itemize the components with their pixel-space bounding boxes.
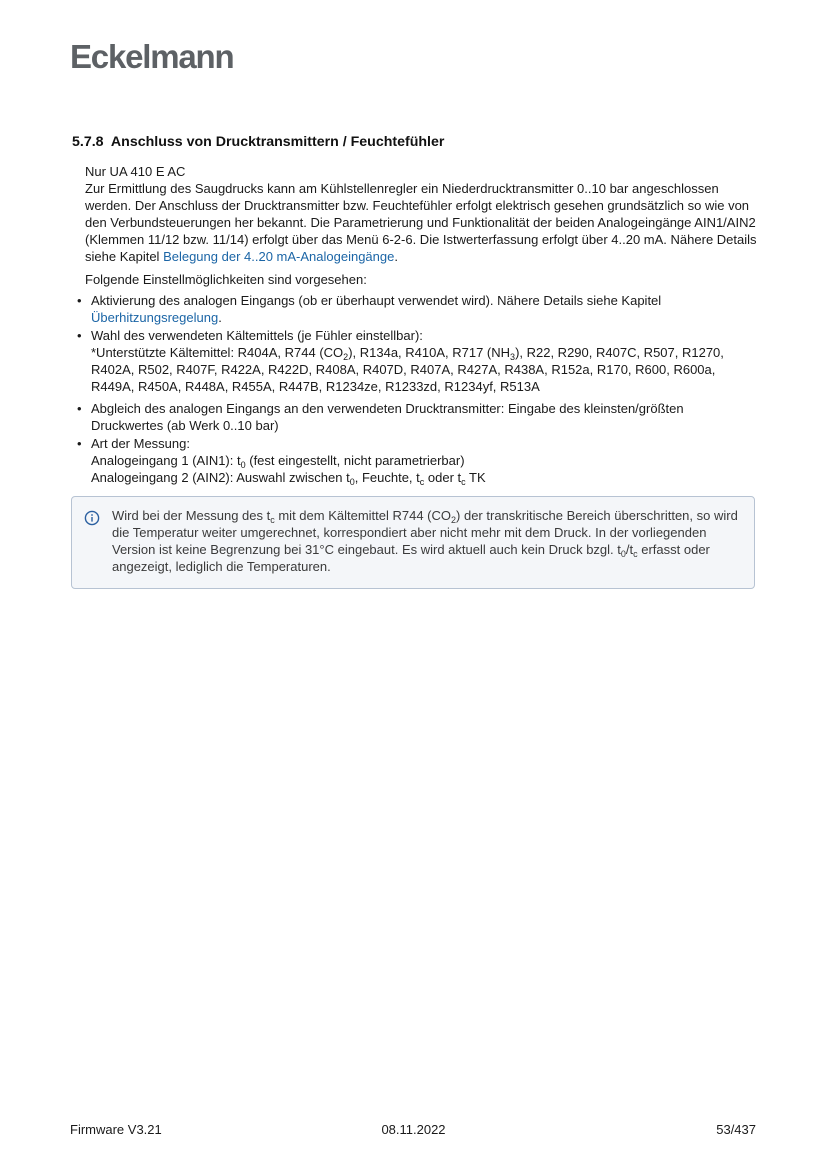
bullet2-text: Wahl des verwendeten Kältemittels (je Fühler einstellbar):	[91, 328, 423, 343]
intro-paragraph	[85, 163, 757, 265]
ain1-line: Analogeingang 1 (AIN1): $t_0$ (fest eingestellt, nicht parametrierbar)	[91, 453, 465, 470]
section-number: 5.7.8	[72, 134, 104, 150]
intro-text-end: .	[394, 249, 398, 264]
section-title: Anschluss von Drucktransmittern / Feuchtefühler	[110, 134, 445, 150]
list-item	[85, 400, 757, 434]
link-analog-inputs[interactable]: Belegung der 4..20 mA-Analogeingänge	[163, 249, 395, 264]
intro-line1: Nur UA 410 E AC	[85, 164, 186, 179]
main-content	[72, 133, 757, 589]
footer-date: 08.11.2022	[381, 1122, 446, 1137]
note-text: Wird bei der Messung des $t_c$ mit dem Kältemittel R744 $(CO_2)$ der transkritische Bereich überschritten, so wird die Temperatur weiter umgerechnet, korrespondiert aber nicht mehr mit dem Druck. In der vorliegenden Version ist keine Begrenzung bei 31°C eingebaut. Es wird aktuell auch kein Druck bzgl. $t_0/t_c$ erfasst oder angezeigt, lediglich die Temperaturen.	[112, 508, 738, 574]
ain2-line: Analogeingang 2 (AIN2): Auswahl zwischen $t_0$, Feuchte, $t_c$ oder $t_c$ TK	[91, 470, 486, 487]
footer-page-number: 53/437	[716, 1122, 756, 1137]
list-item	[85, 292, 757, 326]
list-item	[85, 435, 757, 486]
options-list	[85, 292, 757, 486]
bullet3-text: Abgleich des analogen Eingangs an den verwendeten Drucktransmitter: Eingabe des kleinsten/größten Druckwertes (ab Werk 0..10 bar)	[91, 401, 684, 433]
section-heading	[72, 133, 757, 151]
footer-firmware: Firmware V3.21	[70, 1122, 162, 1137]
bullet1-text: Aktivierung des analogen Eingangs (ob er überhaupt verwendet wird). Nähere Details siehe Kapitel	[91, 293, 662, 308]
options-intro: Folgende Einstellmöglichkeiten sind vorgesehen:	[85, 272, 367, 287]
info-note-box	[71, 496, 755, 589]
link-superheat-control[interactable]: Überhitzungsregelung	[91, 310, 219, 325]
info-circle-icon	[84, 510, 100, 526]
refrigerant-list: *Unterstützte Kältemittel: R404A, R744 $(CO_2)$, R134a, R410A, R717 $(NH_3)$, R22, R290, R407C, R507, R1270, R402A, R502, R407F, R422A, R422D, R408A, R407D, R407A, R427A, R438A, R152a, R170, R600, R600a, R449A, R450A, R448A, R455A, R447B, R1234ze, R1233zd, R1234yf, R513A	[91, 345, 724, 394]
bullet4-text: Art der Messung:	[91, 436, 190, 451]
bullet1-end: .	[218, 310, 222, 325]
intro-text: Zur Ermittlung des Saugdrucks kann am Kühlstellenregler ein Niederdrucktransmitter 0..10 bar angeschlossen werden. Der Anschluss der Drucktransmitter bzw. Feuchtefühler erfolgt elektrisch gesehen grundsätzlich so wie von den Verbundsteuerungen her bekannt. Die Parametrierung und Funktionalität der beiden Analogeingänge AIN1/AIN2 (Klemmen 11/12 bzw. 11/14) erfolgt über das Menü 6-2-6. Die Istwerterfassung erfolgt über 4..20 mA. Nähere Details siehe Kapitel	[85, 181, 757, 264]
list-item	[85, 327, 757, 395]
company-logo: Eckelmann	[70, 38, 234, 75]
